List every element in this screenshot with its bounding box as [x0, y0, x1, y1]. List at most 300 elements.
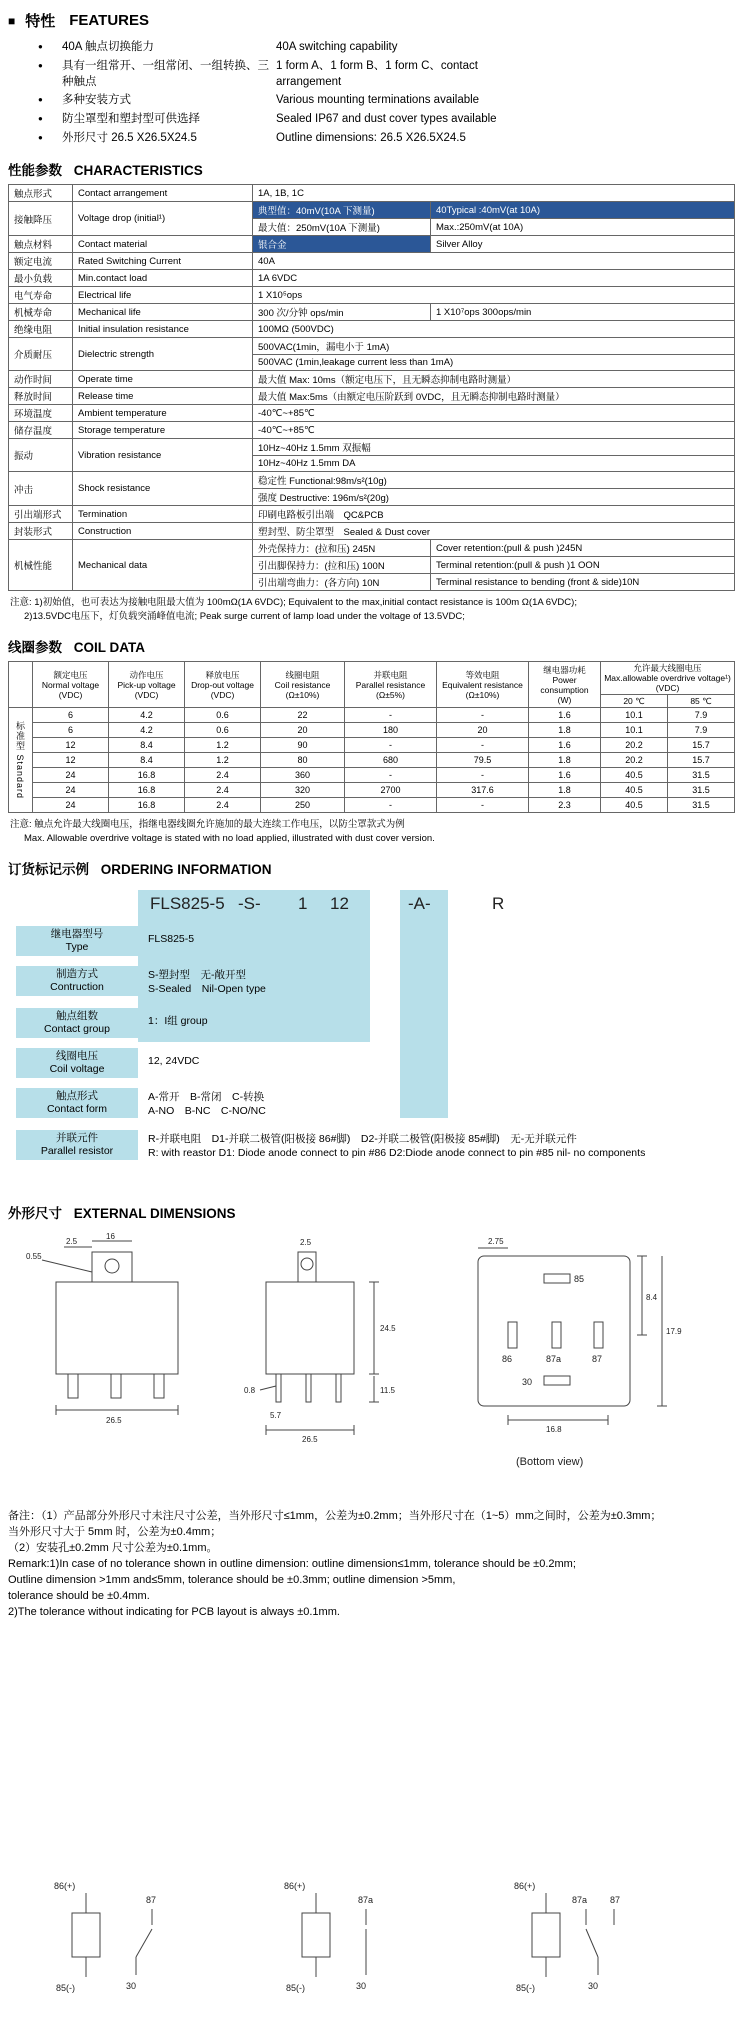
- feature-cn: 防尘罩型和塑封型可供选择: [62, 113, 200, 125]
- dim-label: 26.5: [302, 1435, 318, 1444]
- coil-header-unit: (Ω±10%): [465, 689, 500, 700]
- dimension-drawings: [8, 1230, 735, 1490]
- circuit-lines: [532, 1893, 614, 1977]
- char-value: -40℃~+85℃: [253, 422, 735, 439]
- ordering-label-en: Parallel resistor: [40, 1145, 114, 1157]
- char-value: 1A 6VDC: [253, 270, 735, 287]
- feature-item: [38, 130, 735, 147]
- wiring-diagrams: [28, 1875, 735, 2000]
- feature-en: 40A switching capability: [276, 41, 398, 53]
- terminal-30-label: 30: [126, 1981, 137, 1991]
- char-value: Cover retention:(pull & push )245N: [431, 540, 735, 557]
- ordering-value-line: A-NO B-NC C-NO/NC: [148, 1105, 266, 1117]
- coil-value: 40.5: [601, 768, 668, 783]
- note-line: 2)13.5VDC电压下，灯负载突涌峰值电流; Peak surge current of lamp load under the voltage of 13.5VDC;: [24, 611, 465, 622]
- char-label-en: Storage temperature: [73, 422, 253, 439]
- characteristics-row: [9, 388, 735, 405]
- ordering-value-contact-group: [148, 1014, 208, 1028]
- coil-header-en: Drop-out voltage: [191, 679, 254, 690]
- coil-data-title: [8, 636, 735, 656]
- coil-value: -: [437, 798, 529, 813]
- terminal-86-label: 86(+): [514, 1881, 536, 1891]
- remark-line: 2)The tolerance without indicating for PCB layout is always ±0.1mm.: [8, 1606, 340, 1618]
- char-label-cn: 释放时间: [9, 388, 73, 405]
- char-label-cn: 储存温度: [9, 422, 73, 439]
- bottom-view-caption: (Bottom view): [516, 1456, 584, 1468]
- dim-label: 17.9: [666, 1327, 682, 1336]
- ordering-value-line: 1：I组 group: [148, 1015, 208, 1027]
- coil-value: 317.6: [437, 783, 529, 798]
- characteristics-row: [9, 202, 735, 219]
- characteristics-row: [9, 405, 735, 422]
- char-label-cn: 冲击: [9, 472, 73, 506]
- ordering-value-line: FLS825-5: [148, 933, 195, 945]
- char-label-en: Initial insulation resistance: [73, 321, 253, 338]
- front-view-outline: [42, 1241, 178, 1415]
- coil-value: -: [437, 708, 529, 723]
- characteristics-row: [9, 523, 735, 540]
- coil-value: 24: [33, 768, 109, 783]
- dim-label: 0.8: [244, 1386, 256, 1395]
- ordering-highlight-strip: [400, 890, 448, 1118]
- coil-column-header: [437, 662, 529, 708]
- circuit-diagram-form-c: [488, 1875, 658, 2000]
- char-value: 1A, 1B, 1C: [253, 185, 735, 202]
- char-value: 最大值：250mV(10A 下测量): [253, 219, 431, 236]
- coil-group-label: 标准型 Standard: [9, 708, 33, 813]
- coil-header-cn: 允许最大线圈电压: [633, 663, 702, 673]
- ordering-label-cn: 触点形式: [56, 1090, 98, 1102]
- coil-header-cn: 释放电压: [205, 669, 240, 680]
- characteristics-row: [9, 270, 735, 287]
- pin-label-30: 30: [522, 1377, 533, 1387]
- coil-value: 80: [261, 753, 345, 768]
- coil-row: [9, 708, 735, 723]
- ordering-code-part: R: [492, 894, 505, 913]
- char-label-en: Mechanical data: [73, 540, 253, 591]
- bullet-icon: [38, 111, 62, 128]
- coil-value: 4.2: [109, 708, 185, 723]
- char-label-cn: 电气寿命: [9, 287, 73, 304]
- char-label-cn: 绝缘电阻: [9, 321, 73, 338]
- characteristics-row: [9, 304, 735, 321]
- char-label-cn: 接触降压: [9, 202, 73, 236]
- char-value: Silver Alloy: [431, 236, 735, 253]
- coil-value: -: [437, 738, 529, 753]
- feature-cn: 40A 触点切换能力: [62, 41, 155, 53]
- terminal-87a-label: 87a: [572, 1895, 588, 1905]
- char-value: 40Typical :40mV(at 10A): [431, 202, 735, 219]
- coil-notes: [10, 818, 735, 846]
- bullet-icon: [38, 130, 62, 147]
- coil-value: 7.9: [668, 723, 735, 738]
- coil-value: 0.6: [185, 708, 261, 723]
- remark-line: 当外形尺寸大于 5mm 时，公差为±0.4mm；: [8, 1526, 222, 1538]
- ordering-label-construction: [16, 966, 138, 996]
- features-title: [8, 10, 735, 31]
- char-label-cn: 封装形式: [9, 523, 73, 540]
- char-value: 银合金: [253, 236, 431, 253]
- coil-value: 1.2: [185, 738, 261, 753]
- coil-subheader: 85 ℃: [668, 695, 735, 708]
- coil-value: 12: [33, 738, 109, 753]
- side-view-outline: [260, 1252, 379, 1435]
- char-label-cn: 机械性能: [9, 540, 73, 591]
- feature-item: [38, 92, 735, 109]
- circuit-lines: [302, 1893, 366, 1977]
- coil-header-cn: 并联电阻: [373, 669, 408, 680]
- char-label-en: Ambient temperature: [73, 405, 253, 422]
- ordering-label-en: Coil voltage: [49, 1063, 105, 1075]
- coil-value: 20: [437, 723, 529, 738]
- coil-value: 10.1: [601, 708, 668, 723]
- char-label-en: Vibration resistance: [73, 439, 253, 472]
- ordering-code-part: -S-: [238, 894, 261, 913]
- char-label-en: Contact material: [73, 236, 253, 253]
- ordering-label-contact-group: [16, 1008, 138, 1038]
- coil-header-en: Parallel resistance: [355, 679, 426, 690]
- characteristics-row: [9, 185, 735, 202]
- feature-en: Various mounting terminations available: [276, 94, 480, 106]
- char-value: Terminal retention:(pull & push )1 OON: [431, 557, 735, 574]
- ordering-label-parallel-resistor: [16, 1130, 138, 1160]
- remark-line: （2）安装孔±0.2mm 尺寸公差为±0.1mm。: [8, 1542, 218, 1554]
- char-value: 引出端弯曲力：(各方向) 10N: [253, 574, 431, 591]
- coil-header-cn: 继电器功耗: [543, 664, 586, 675]
- ordering-value-line: S-塑封型 无-敞开型: [148, 969, 246, 981]
- ordering-value-coil-voltage: [148, 1054, 199, 1068]
- char-value: 典型值：40mV(10A 下测量): [253, 202, 431, 219]
- char-value: 最大值 Max:5ms（由额定电压阶跃到 0VDC，且无瞬态抑制电路时测量）: [253, 388, 735, 405]
- ordering-code-part: 12: [330, 894, 349, 913]
- char-label-en: Electrical life: [73, 287, 253, 304]
- coil-value: 1.8: [529, 753, 601, 768]
- features-list: [38, 39, 735, 147]
- ordering-title-cn: 订货标记示例: [8, 862, 89, 877]
- char-label-cn: 环境温度: [9, 405, 73, 422]
- coil-column-header: [33, 662, 109, 708]
- characteristics-row: [9, 253, 735, 270]
- coil-value: 40.5: [601, 798, 668, 813]
- remark-line: Remark:1)In case of no tolerance shown in outline dimension: outline dimension≤1mm, tolerance should be ±0.2mm;: [8, 1558, 576, 1570]
- feature-cn: 外形尺寸 26.5 X26.5X24.5: [62, 132, 197, 144]
- coil-header-row: [9, 662, 735, 695]
- coil-value: 1.6: [529, 708, 601, 723]
- char-label-en: Operate time: [73, 371, 253, 388]
- coil-column-header: [345, 662, 437, 708]
- coil-header-en: Normal voltage: [41, 679, 100, 690]
- note-line: 注意: 1)初始值，也可表达为接触电阻最大值为 100mΩ(1A 6VDC); Equivalent to the max,initial contact resistance is 100m Ω(1A 6VDC);: [10, 597, 577, 608]
- char-value: 300 次/分钟 ops/min: [253, 304, 431, 321]
- features-title-en: FEATURES: [69, 12, 149, 29]
- coil-value: 79.5: [437, 753, 529, 768]
- dim-label: 2.5: [66, 1237, 78, 1246]
- char-label-en: Release time: [73, 388, 253, 405]
- char-label-cn: 动作时间: [9, 371, 73, 388]
- ordering-label-cn: 并联元件: [56, 1132, 98, 1144]
- characteristics-row: [9, 338, 735, 355]
- coil-column-header: [261, 662, 345, 708]
- coil-value: 2700: [345, 783, 437, 798]
- char-label-cn: 机械寿命: [9, 304, 73, 321]
- ordering-value-contact-form: [148, 1090, 266, 1118]
- coil-header-unit: (VDC): [58, 689, 83, 700]
- characteristics-row: [9, 371, 735, 388]
- characteristics-row: [9, 540, 735, 557]
- ordering-value-line: S-Sealed Nil-Open type: [148, 983, 266, 995]
- coil-column-header: [529, 662, 601, 708]
- bottom-view-outline: [478, 1248, 667, 1425]
- char-label-cn: 介质耐压: [9, 338, 73, 371]
- dim-label: 0.55: [26, 1252, 42, 1261]
- char-label-en: Voltage drop (initial¹): [73, 202, 253, 236]
- ordering-value-type: [148, 932, 194, 946]
- ordering-code-part: FLS825-5: [150, 894, 225, 913]
- char-label-cn: 最小负载: [9, 270, 73, 287]
- features-title-cn: 特性: [25, 13, 56, 30]
- char-label-cn: 触点形式: [9, 185, 73, 202]
- coil-header-unit: (Ω±5%): [376, 689, 405, 700]
- coil-value: 31.5: [668, 798, 735, 813]
- feature-en: Outline dimensions: 26.5 X26.5X24.5: [276, 132, 466, 144]
- char-value: 10Hz~40Hz 1.5mm 双振幅: [253, 439, 735, 456]
- char-value: -40℃~+85℃: [253, 405, 735, 422]
- terminal-30-label: 30: [356, 1981, 367, 1991]
- coil-value: 40.5: [601, 783, 668, 798]
- coil-row: [9, 768, 735, 783]
- terminal-85-label: 85(-): [286, 1983, 306, 1993]
- coil-value: 0.6: [185, 723, 261, 738]
- bullet-icon: [38, 58, 62, 90]
- coil-value: -: [345, 798, 437, 813]
- dim-label: 11.5: [380, 1386, 395, 1395]
- characteristics-notes: [10, 596, 735, 624]
- dim-label: 2.75: [488, 1237, 504, 1246]
- char-label-en: Min.contact load: [73, 270, 253, 287]
- coil-header-en: Coil resistance: [274, 679, 331, 690]
- coil-value: 320: [261, 783, 345, 798]
- ordering-value-construction: [148, 968, 266, 996]
- remark-line: 备注：（1）产品部分外形尺寸未注尺寸公差，当外形尺寸≤1mm，公差为±0.2mm；当外形尺寸在（1~5）mm之间时，公差为±0.3mm；: [8, 1510, 662, 1522]
- note-line: Max. Allowable overdrive voltage is stated with no load applied, illustrated with dust cover version.: [24, 833, 435, 844]
- coil-value: 24: [33, 798, 109, 813]
- dim-label: 26.5: [106, 1416, 122, 1425]
- remarks: [8, 1508, 735, 1620]
- ordering-value-line: R-并联电阻 D1-并联二极管(阳极接 86#脚) D2-并联二极管(阳极接 85#脚) 无-无并联元件: [148, 1133, 577, 1145]
- coil-column-header: [109, 662, 185, 708]
- coil-value: 16.8: [109, 798, 185, 813]
- coil-header-unit: (VDC): [134, 689, 159, 700]
- characteristics-title-en: CHARACTERISTICS: [73, 163, 203, 178]
- dimensions-title-en: EXTERNAL DIMENSIONS: [73, 1206, 236, 1221]
- char-value: 1 X10⁷ops 300ops/min: [431, 304, 735, 321]
- coil-value: 20.2: [601, 738, 668, 753]
- remark-line: Outline dimension >1mm and≤5mm, tolerance should be ±0.3mm; outline dimension >5mm,: [8, 1574, 456, 1586]
- char-value: 500VAC (1min,leakage current less than 1mA): [253, 355, 735, 371]
- char-label-cn: 额定电流: [9, 253, 73, 270]
- coil-value: -: [345, 708, 437, 723]
- coil-value: 680: [345, 753, 437, 768]
- characteristics-row: [9, 439, 735, 456]
- circuit-diagram-form-a: [28, 1875, 198, 2000]
- coil-value: 2.4: [185, 783, 261, 798]
- char-label-en: Dielectric strength: [73, 338, 253, 371]
- characteristics-title: [8, 159, 735, 179]
- ordering-label-contact-form: [16, 1088, 138, 1118]
- feature-cn: 多种安装方式: [62, 94, 131, 106]
- coil-header-cn: 线圈电阻: [285, 669, 320, 680]
- coil-value: -: [345, 738, 437, 753]
- characteristics-row: [9, 472, 735, 489]
- coil-header-en: Power consumption: [540, 674, 589, 695]
- coil-value: 15.7: [668, 738, 735, 753]
- char-label-cn: 触点材料: [9, 236, 73, 253]
- ordering-title-en: ORDERING INFORMATION: [100, 862, 272, 877]
- external-dimensions-drawing: [8, 1230, 735, 1485]
- pin-label-86: 86: [502, 1354, 513, 1364]
- dimensions-title-cn: 外形尺寸: [8, 1206, 62, 1221]
- char-label-cn: 引出端形式: [9, 506, 73, 523]
- remark-line: tolerance should be ±0.4mm.: [8, 1590, 150, 1602]
- char-value: 外壳保持力：(拉和压) 245N: [253, 540, 431, 557]
- ordering-label-en: Contruction: [50, 981, 104, 993]
- coil-value: 6: [33, 723, 109, 738]
- terminal-30-label: 30: [588, 1981, 599, 1991]
- characteristics-row: [9, 506, 735, 523]
- coil-header-unit: (W): [557, 694, 572, 705]
- char-value: 稳定性 Functional:98m/s²(10g): [253, 472, 735, 489]
- ordering-label-cn: 继电器型号: [50, 928, 104, 940]
- ordering-value-line: 12, 24VDC: [148, 1055, 200, 1067]
- char-value: 印刷电路板引出端 QC&PCB: [253, 506, 735, 523]
- coil-value: 6: [33, 708, 109, 723]
- dim-label: 2.5: [300, 1238, 312, 1247]
- note-line: 注意: 触点允许最大线圈电压，指继电器线圈允许施加的最大连续工作电压，以防尘罩款式为例: [10, 819, 405, 830]
- ordering-diagram: [8, 890, 735, 1190]
- feature-item: [38, 111, 735, 128]
- dimensions-title: [8, 1202, 735, 1222]
- square-bullet-icon: [8, 12, 25, 29]
- coil-value: 31.5: [668, 768, 735, 783]
- terminal-87-label: 87: [146, 1895, 157, 1905]
- char-label-en: Rated Switching Current: [73, 253, 253, 270]
- dim-label: 16: [106, 1232, 115, 1241]
- coil-value: 20: [261, 723, 345, 738]
- coil-value: 180: [345, 723, 437, 738]
- ordering-label-en: Type: [65, 941, 89, 953]
- feature-cn: 具有一组常开、一组常闭、一组转换、三种触点: [62, 60, 269, 88]
- char-label-cn: 振动: [9, 439, 73, 472]
- feature-item: [38, 39, 735, 56]
- coil-row: [9, 723, 735, 738]
- coil-value: 90: [261, 738, 345, 753]
- feature-item: [38, 58, 735, 90]
- coil-header-cn: 等效电阻: [465, 669, 500, 680]
- char-label-en: Construction: [73, 523, 253, 540]
- ordering-code-part: -A-: [408, 894, 431, 913]
- coil-header-en: Max.allowable overdrive voltage¹) (VDC): [604, 673, 731, 693]
- coil-value: 2.4: [185, 768, 261, 783]
- coil-title-en: COIL DATA: [73, 640, 146, 655]
- ordering-value-line: A-常开 B-常闭 C-转换: [148, 1091, 265, 1103]
- terminal-85-label: 85(-): [516, 1983, 536, 1993]
- coil-value: 22: [261, 708, 345, 723]
- coil-value: 1.6: [529, 738, 601, 753]
- coil-value: 10.1: [601, 723, 668, 738]
- coil-corner-cell: [9, 662, 33, 708]
- pin-label-87: 87: [592, 1354, 603, 1364]
- coil-value: 16.8: [109, 768, 185, 783]
- feature-en: Sealed IP67 and dust cover types available: [276, 113, 497, 125]
- coil-header-unit: (VDC): [210, 689, 235, 700]
- ordering-value-parallel-resistor: [148, 1132, 645, 1160]
- dim-label: 16.8: [546, 1425, 562, 1434]
- coil-header-en: Equivalent resistance: [442, 679, 523, 690]
- characteristics-title-cn: 性能参数: [8, 163, 62, 178]
- coil-row: [9, 738, 735, 753]
- characteristics-row: [9, 422, 735, 439]
- ordering-label-cn: 触点组数: [56, 1010, 98, 1022]
- coil-value: 12: [33, 753, 109, 768]
- characteristics-table: [8, 184, 735, 591]
- dim-label: 8.4: [646, 1293, 658, 1302]
- pin-label-85: 85: [574, 1274, 585, 1284]
- coil-value: 24: [33, 783, 109, 798]
- coil-row: [9, 798, 735, 813]
- char-value: 1 X10⁵ops: [253, 287, 735, 304]
- char-label-en: Shock resistance: [73, 472, 253, 506]
- char-value: 强度 Destructive: 196m/s²(20g): [253, 489, 735, 506]
- coil-value: 15.7: [668, 753, 735, 768]
- terminal-87a-label: 87a: [358, 1895, 374, 1905]
- circuit-lines: [72, 1893, 152, 1977]
- ordering-label-en: Contact form: [46, 1103, 108, 1115]
- coil-header-cn: 额定电压: [53, 669, 88, 680]
- characteristics-row: [9, 287, 735, 304]
- terminal-85-label: 85(-): [56, 1983, 76, 1993]
- coil-row: [9, 753, 735, 768]
- char-value: 100MΩ (500VDC): [253, 321, 735, 338]
- ordering-code-part: 1: [298, 894, 308, 913]
- coil-subheader: 20 ℃: [601, 695, 668, 708]
- dim-label: 5.7: [270, 1411, 282, 1420]
- coil-value: -: [437, 768, 529, 783]
- ordering-value-line: R: with reastor D1: Diode anode connect to pin #86 D2:Diode anode connect to pin #85 nil- no components: [148, 1147, 646, 1159]
- ordering-label-coil-voltage: [16, 1048, 138, 1078]
- dim-label: 24.5: [380, 1324, 396, 1333]
- terminal-87-label: 87: [610, 1895, 621, 1905]
- coil-value: -: [345, 768, 437, 783]
- coil-title-cn: 线圈参数: [8, 640, 62, 655]
- char-label-en: Termination: [73, 506, 253, 523]
- char-value: 500VAC(1min，漏电小于 1mA): [253, 338, 735, 355]
- char-value: Terminal resistance to bending (front & side)10N: [431, 574, 735, 591]
- coil-value: 360: [261, 768, 345, 783]
- coil-header-en: Pick-up voltage: [117, 679, 176, 690]
- ordering-title: [8, 858, 735, 878]
- coil-header-cn: 动作电压: [129, 669, 164, 680]
- coil-column-header: [601, 662, 735, 695]
- coil-value: 8.4: [109, 753, 185, 768]
- char-label-en: Contact arrangement: [73, 185, 253, 202]
- coil-value: 4.2: [109, 723, 185, 738]
- coil-data-table: [8, 661, 735, 813]
- bullet-icon: [38, 39, 62, 56]
- ordering-label-cn: 制造方式: [56, 968, 98, 980]
- coil-value: 1.6: [529, 768, 601, 783]
- coil-value: 1.2: [185, 753, 261, 768]
- coil-header-unit: (Ω±10%): [285, 689, 320, 700]
